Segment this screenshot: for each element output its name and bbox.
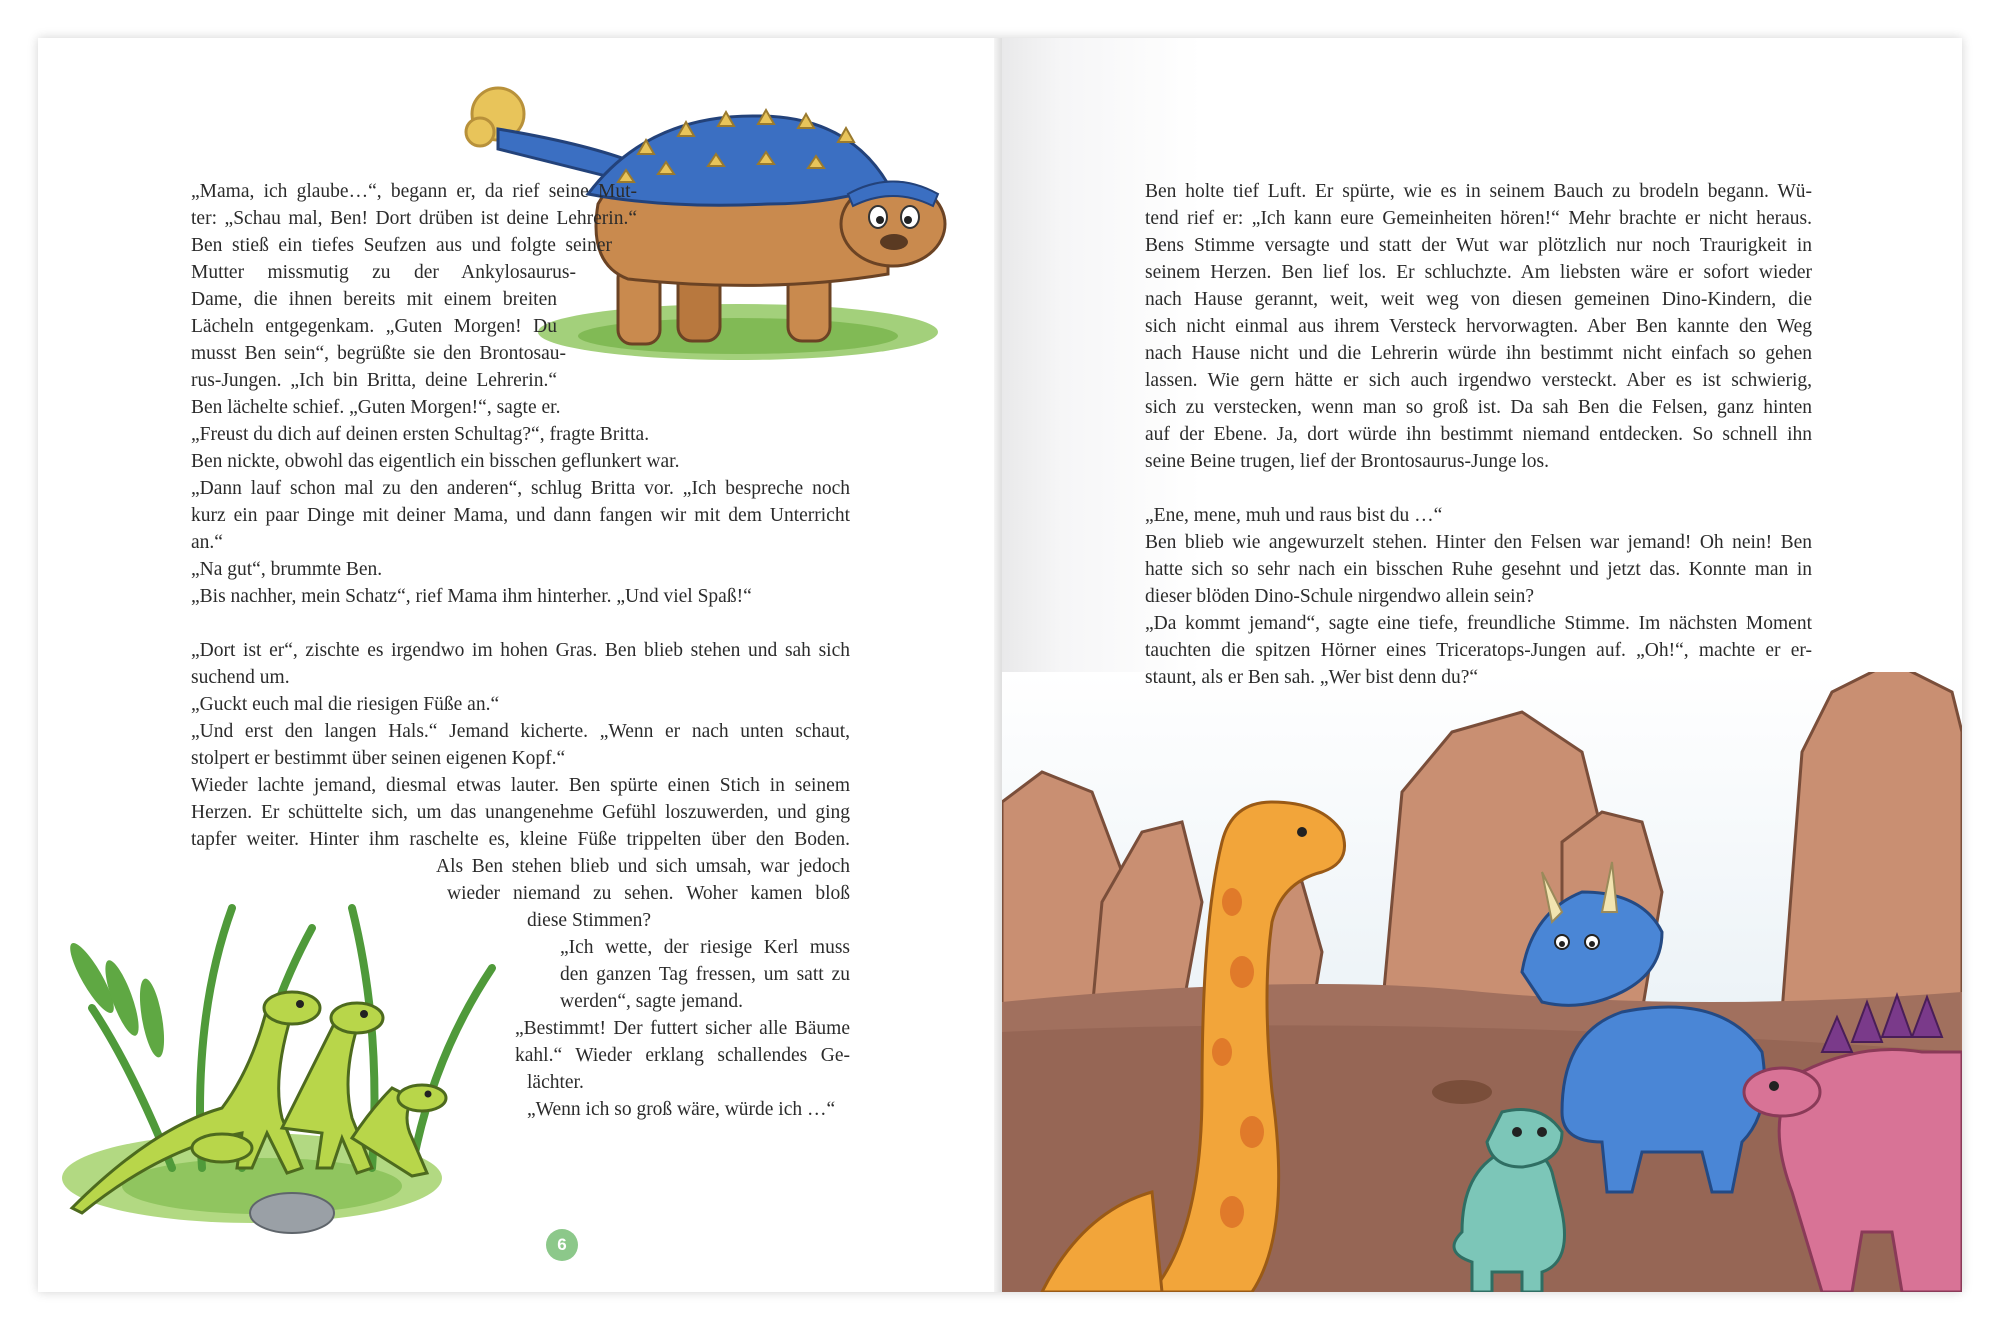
text-line: Als Ben stehen blieb und sich umsah, war jedoch [436,856,850,877]
text-line: „Ene, mene, muh und raus bist du …“ [1145,505,1443,526]
text-line: sich nicht einmal aus ihrem Versteck hervorwagten. Aber Ben kannte den Weg [1145,316,1812,337]
text-line: tauchten die spitzen Hörner eines Triceratops-Jungen auf. „Oh!“, machte er er- [1145,640,1812,661]
text-line: Ben stieß ein tiefes Seufzen aus und folgte seiner [191,235,612,256]
page-number: 6 [546,1229,578,1261]
text-line: kurz ein paar Dinge mit deiner Mama, und dann fangen wir mit dem Unterricht [191,505,850,526]
text-line: diese Stimmen? [527,910,652,931]
text-line: „Dort ist er“, zischte es irgendwo im hohen Gras. Ben blieb stehen und sah sich [191,640,850,661]
text-line: Lächeln entgegenkam. „Guten Morgen! Du [191,316,557,337]
text-line: auf der Ebene. Ja, dort würde ihn bestimmt niemand entdecken. So schnell ihn [1145,424,1812,445]
text-line: „Dann lauf schon mal zu den anderen“, schlug Britta vor. „Ich bespreche noch [191,478,850,499]
left-page [38,38,1002,1292]
text-line: staunt, als er Ben sah. „Wer bist denn du?“ [1145,667,1479,688]
text-line: Wieder lachte jemand, diesmal etwas lauter. Ben spürte einen Stich in seinem [191,775,850,796]
text-line: „Bestimmt! Der futtert sicher alle Bäume [515,1018,850,1039]
text-line: „Und erst den langen Hals.“ Jemand kicherte. „Wenn er nach unten schaut, [191,721,850,742]
text-line: „Na gut“, brummte Ben. [191,559,383,580]
text-line: sich zu verstecken, wenn man so groß ist. Da sah Ben die Felsen, ganz hinten [1145,397,1812,418]
text-line: werden“, sagte jemand. [560,991,744,1012]
text-line: Ben lächelte schief. „Guten Morgen!“, sagte er. [191,397,561,418]
text-line: suchend um. [191,667,290,688]
text-line: „Freust du dich auf deinen ersten Schultag?“, fragte Britta. [191,424,650,445]
text-line: nach Hause gerannt, weit, weit weg von diesen gemeinen Dino-Kindern, die [1145,289,1812,310]
text-line: lächter. [527,1072,584,1093]
text-line: Mutter missmutig zu der Ankylosaurus- [191,262,576,283]
text-line: Ben nickte, obwohl das eigentlich ein bisschen geflunkert war. [191,451,680,472]
text-line: Herzen. Er schüttelte sich, um das unangenehme Gefühl loszuwerden, und ging [191,802,850,823]
text-line: kahl.“ Wieder erklang schallendes Ge- [515,1045,850,1066]
text-line: stolpert er bestimmt über seinen eigenen Kopf.“ [191,748,566,769]
text-line: Bens Stimme versagte und statt der Wut war plötzlich nur noch Traurigkeit in [1145,235,1812,256]
text-line: den ganzen Tag fressen, um satt zu [560,964,850,985]
text-line: ter: „Schau mal, Ben! Dort drüben ist deine Lehrerin.“ [191,208,637,229]
text-line: seine Beine trugen, lief der Brontosaurus-Junge los. [1145,451,1549,472]
text-line: rus-Jungen. „Ich bin Britta, deine Lehrerin.“ [191,370,557,391]
text-line: tapfer weiter. Hinter ihm raschelte es, kleine Füße trippelten über den Boden. [191,829,850,850]
text-line: seinem Herzen. Ben lief los. Er schluchzte. Am liebsten wäre er sofort wieder [1145,262,1812,283]
text-line: lassen. Wie gern hätte er sich auch irgendwo versteckt. Aber es ist schwierig, [1145,370,1812,391]
text-line: tend rief er: „Ich kann eure Gemeinheiten hören!“ Mehr brachte er nicht heraus. [1145,208,1812,229]
text-line: „Ich wette, der riesige Kerl muss [560,937,850,958]
small-dinos-illustration [52,868,532,1248]
text-line: hatte sich so sehr nach ein bisschen Ruhe gesehnt und jetzt das. Konnte man in [1145,559,1812,580]
rocky-scene-illustration [1002,672,1962,1292]
text-line: an.“ [191,532,223,553]
text-line: „Wenn ich so groß wäre, würde ich …“ [527,1099,836,1120]
text-line: wieder niemand zu sehen. Woher kamen bloß [447,883,850,904]
text-line: Ben blieb wie angewurzelt stehen. Hinter den Felsen war jemand! Oh nein! Ben [1145,532,1812,553]
text-line: dieser blöden Dino-Schule nirgendwo allein sein? [1145,586,1535,607]
text-line: „Guckt euch mal die riesigen Füße an.“ [191,694,500,715]
text-line: „Bis nachher, mein Schatz“, rief Mama ihm hinterher. „Und viel Spaß!“ [191,586,752,607]
right-page [1002,38,1962,1292]
text-line: Ben holte tief Luft. Er spürte, wie es in seinem Bauch zu brodeln begann. Wü- [1145,181,1812,202]
text-line: Dame, die ihnen bereits mit einem breiten [191,289,557,310]
text-line: nach Hause nicht und die Lehrerin würde ihn bestimmt nicht einfach so gehen [1145,343,1812,364]
text-line: musst Ben sein“, begrüßte sie den Brontosau- [191,343,566,364]
text-line: „Mama, ich glaube…“, begann er, da rief seine Mut- [191,181,637,202]
text-line: „Da kommt jemand“, sagte eine tiefe, freundliche Stimme. Im nächsten Moment [1145,613,1812,634]
